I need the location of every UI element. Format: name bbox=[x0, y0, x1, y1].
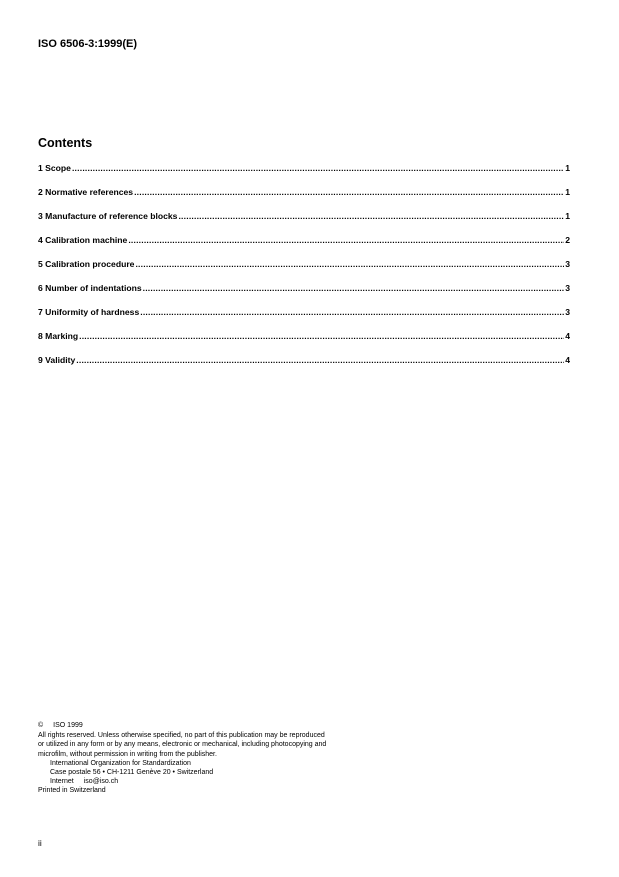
toc-leader-dots bbox=[76, 355, 564, 365]
document-id: ISO 6506-3:1999(E) bbox=[38, 38, 138, 50]
toc-entry-page: 4 bbox=[565, 355, 570, 365]
toc-entry-title: 4 Calibration machine bbox=[38, 235, 128, 245]
toc-entry-title: 1 Scope bbox=[38, 163, 71, 173]
toc-entry-title: 2 Normative references bbox=[38, 187, 134, 197]
toc-leader-dots bbox=[140, 307, 564, 317]
contents-heading: Contents bbox=[38, 136, 93, 150]
toc-entry-page: 3 bbox=[565, 283, 570, 293]
page-number: ii bbox=[38, 838, 42, 848]
toc-leader-dots bbox=[143, 283, 565, 293]
copyright-notice bbox=[38, 721, 438, 730]
internet-contact bbox=[38, 777, 438, 786]
toc-entry-title: 8 Marking bbox=[38, 331, 79, 341]
toc-entry-scope[interactable] bbox=[38, 163, 570, 187]
copyright-owner: ISO 1999 bbox=[53, 722, 83, 729]
toc-leader-dots bbox=[178, 211, 564, 221]
toc-entry-validity[interactable] bbox=[38, 355, 570, 379]
copyright-icon: © bbox=[38, 722, 44, 729]
toc-entry-title: 6 Number of indentations bbox=[38, 283, 142, 293]
internet-email-link[interactable]: iso@iso.ch bbox=[83, 778, 119, 786]
toc-leader-dots bbox=[135, 259, 564, 269]
organization-address: Case postale 56 • CH-1211 Genève 20 • Switzerland bbox=[50, 769, 214, 777]
toc-entry-marking[interactable] bbox=[38, 331, 570, 355]
toc-entry-page: 2 bbox=[565, 235, 570, 245]
toc-entry-page: 3 bbox=[565, 259, 570, 269]
copyright-block bbox=[38, 721, 438, 796]
toc-leader-dots bbox=[128, 235, 564, 245]
toc-leader-dots bbox=[72, 163, 564, 173]
toc-entry-manufacture-of-reference-blocks[interactable] bbox=[38, 211, 570, 235]
toc-entry-title: 7 Uniformity of hardness bbox=[38, 307, 140, 317]
organization-name: International Organization for Standardization bbox=[50, 759, 191, 767]
toc-entry-page: 1 bbox=[565, 163, 570, 173]
toc-entry-title: 5 Calibration procedure bbox=[38, 259, 135, 269]
toc-entry-number-of-indentations[interactable] bbox=[38, 283, 570, 307]
printed-in: Printed in Switzerland bbox=[38, 787, 106, 795]
toc-entry-page: 4 bbox=[565, 331, 570, 341]
rights-line: or utilized in any form or by any means, electronic or mechanical, including photocopying and bbox=[38, 741, 327, 749]
toc-entry-uniformity-of-hardness[interactable] bbox=[38, 307, 570, 331]
toc-entry-calibration-machine[interactable] bbox=[38, 235, 570, 259]
toc-entry-title: 9 Validity bbox=[38, 355, 76, 365]
toc-leader-dots bbox=[134, 187, 564, 197]
table-of-contents bbox=[38, 163, 570, 379]
toc-entry-title: 3 Manufacture of reference blocks bbox=[38, 211, 178, 221]
toc-entry-page: 3 bbox=[565, 307, 570, 317]
toc-entry-page: 1 bbox=[565, 211, 570, 221]
toc-entry-calibration-procedure[interactable] bbox=[38, 259, 570, 283]
rights-line: All rights reserved. Unless otherwise specified, no part of this publication may be reproduced bbox=[38, 732, 325, 740]
rights-line: microfilm, without permission in writing from the publisher. bbox=[38, 750, 217, 758]
toc-entry-page: 1 bbox=[565, 187, 570, 197]
toc-entry-normative-references[interactable] bbox=[38, 187, 570, 211]
toc-leader-dots bbox=[79, 331, 564, 341]
internet-label: Internet bbox=[50, 778, 74, 786]
